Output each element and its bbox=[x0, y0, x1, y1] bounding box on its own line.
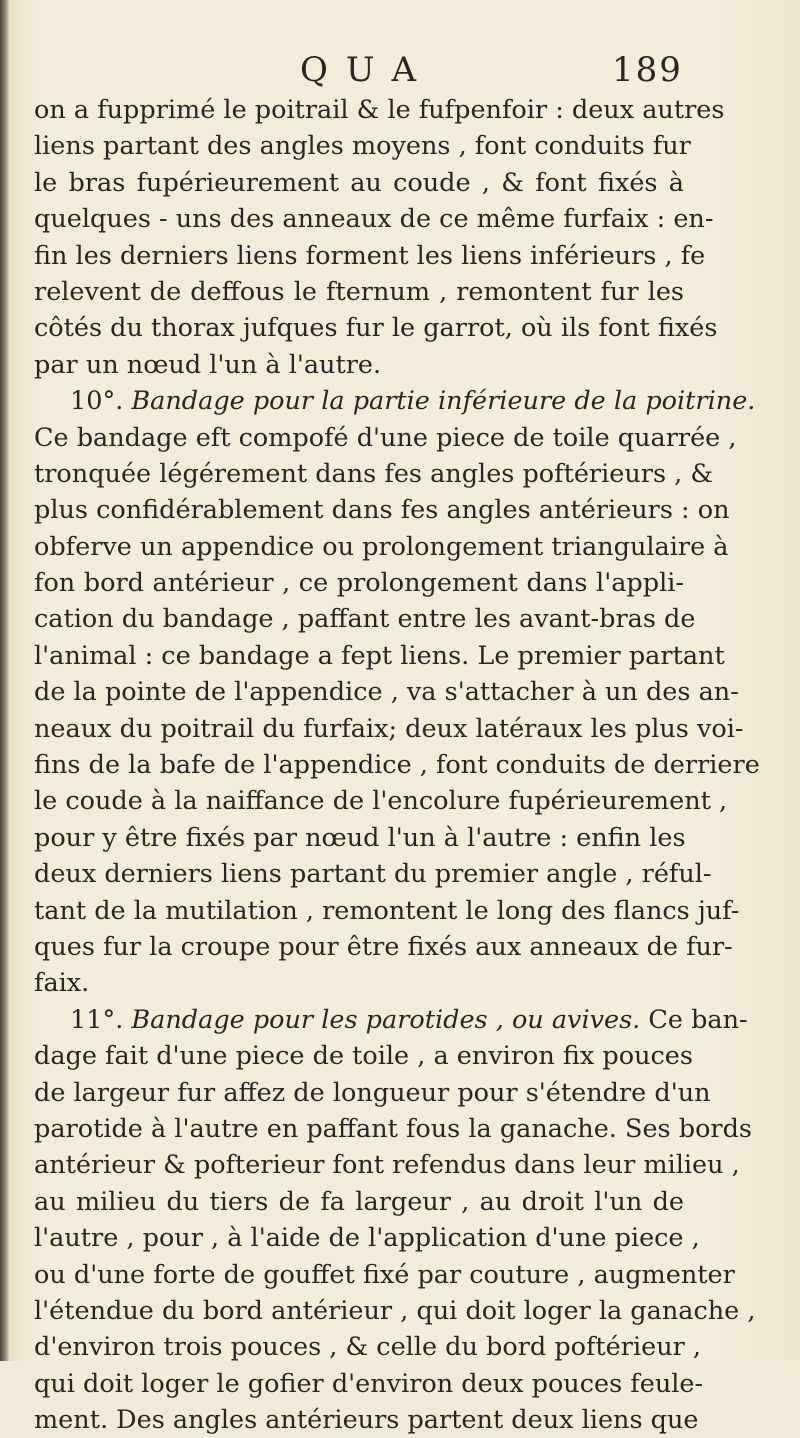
text-segment: d'environ trois pouces , & celle du bord poftérieur , bbox=[34, 1332, 702, 1363]
text-line bbox=[34, 1329, 702, 1365]
text-segment: plus confidérablement dans fes angles antérieurs : on bbox=[34, 495, 730, 526]
text-line bbox=[34, 711, 744, 747]
text-segment: fins de la bafe de l'appendice , font conduits de derriere bbox=[34, 750, 760, 781]
text-segment: antérieur & pofterieur font refendus dans leur milieu , bbox=[34, 1150, 740, 1181]
text-line bbox=[34, 965, 684, 1001]
page-number: 189 bbox=[612, 50, 683, 90]
text-line bbox=[34, 1184, 684, 1220]
text-line bbox=[34, 238, 706, 274]
running-head: QUA bbox=[300, 50, 435, 90]
text-segment: Ce bandage eft compofé d'une piece de toile quarrée , bbox=[34, 422, 737, 453]
text-line bbox=[34, 310, 718, 346]
body-text bbox=[34, 92, 760, 1438]
text-segment: dage fait d'une piece de toile , a environ fix pouces bbox=[34, 1041, 693, 1072]
page-header bbox=[0, 50, 800, 98]
text-line bbox=[34, 128, 691, 164]
text-segment: pour y être fixés par nœud l'un à l'autre : enfin les bbox=[34, 822, 686, 853]
page-gutter-shadow bbox=[0, 0, 9, 1361]
text-segment: parotide à l'autre en paffant fous la ganache. Ses bords bbox=[34, 1113, 753, 1144]
text-line bbox=[34, 1220, 700, 1256]
text-line bbox=[34, 820, 684, 856]
text-segment: ques fur la croupe pour être fixés aux anneaux de fur- bbox=[34, 931, 733, 962]
text-segment: quelques - uns des anneaux de ce même furfaix : en- bbox=[34, 204, 714, 235]
text-line bbox=[34, 456, 714, 492]
text-segment: ment. Des angles antérieurs partent deux liens que bbox=[34, 1405, 699, 1436]
text-line bbox=[34, 347, 684, 383]
text-segment: 10°. bbox=[70, 386, 132, 417]
text-line bbox=[34, 893, 740, 929]
text-line bbox=[34, 747, 760, 783]
text-line bbox=[34, 674, 739, 710]
text-line bbox=[34, 1075, 711, 1111]
text-segment: au milieu du tiers de fa largeur , au droit l'un de bbox=[34, 1186, 684, 1217]
text-line bbox=[34, 856, 712, 892]
text-segment: le bras fupérieurement au coude , & font fixés à bbox=[34, 167, 684, 198]
text-line bbox=[34, 565, 684, 601]
text-segment: l'étendue du bord antérieur , qui doit loger la ganache , bbox=[34, 1295, 756, 1326]
text-segment: de la pointe de l'appendice , va s'attacher à un des an- bbox=[34, 677, 739, 708]
text-segment: Ce ban- bbox=[640, 1004, 748, 1035]
text-line bbox=[34, 638, 725, 674]
text-segment: tronquée légérement dans fes angles poftérieurs , & bbox=[34, 458, 714, 489]
text-segment: deux derniers liens partant du premier angle , réful- bbox=[34, 859, 712, 890]
text-line bbox=[34, 529, 729, 565]
text-line bbox=[34, 165, 684, 201]
text-line bbox=[34, 601, 696, 637]
text-segment: par un nœud l'un à l'autre. bbox=[34, 349, 382, 380]
text-segment: on a fupprimé le poitrail & le fufpenfoir : deux autres bbox=[34, 95, 725, 125]
text-segment: neaux du poitrail du furfaix; deux latéraux les plus voi- bbox=[34, 713, 744, 744]
text-segment: tant de la mutilation , remontent le long des flancs juf- bbox=[34, 895, 740, 926]
text-line bbox=[34, 201, 714, 237]
text-line bbox=[34, 274, 684, 310]
text-line bbox=[34, 783, 728, 819]
text-line bbox=[34, 92, 725, 128]
text-line bbox=[34, 1402, 699, 1438]
text-line bbox=[34, 1002, 748, 1038]
text-segment: faix. bbox=[34, 968, 90, 999]
text-segment: le coude à la naiffance de l'encolure fupérieurement , bbox=[34, 786, 728, 817]
text-segment: fon bord antérieur , ce prolongement dans l'appli- bbox=[34, 568, 684, 599]
italic-heading: Bandage pour les parotides , ou avives. bbox=[131, 1004, 641, 1035]
text-segment: 11°. bbox=[70, 1004, 132, 1035]
text-segment: l'animal : ce bandage a fept liens. Le premier partant bbox=[34, 640, 725, 671]
text-segment: obferve un appendice ou prolongement triangulaire à bbox=[34, 531, 729, 562]
text-segment: liens partant des angles moyens , font conduits fur bbox=[34, 131, 691, 162]
text-segment: ou d'une forte de gouffet fixé par couture , augmenter bbox=[34, 1259, 735, 1290]
text-line bbox=[34, 1147, 740, 1183]
text-line bbox=[34, 929, 733, 965]
text-segment: relevent de deffous le fternum , remontent fur les bbox=[34, 276, 684, 307]
text-segment: fin les derniers liens forment les liens inférieurs , fe bbox=[34, 240, 706, 271]
text-line bbox=[34, 492, 730, 528]
text-line bbox=[34, 1111, 753, 1147]
text-segment: cation du bandage , paffant entre les avant-bras de bbox=[34, 604, 696, 635]
italic-heading: Bandage pour la partie inférieure de la poitrine. bbox=[131, 386, 756, 417]
text-line bbox=[34, 1293, 756, 1329]
text-line bbox=[34, 1366, 704, 1402]
text-segment: l'autre , pour , à l'aide de l'application d'une piece , bbox=[34, 1223, 700, 1254]
text-line bbox=[34, 1038, 693, 1074]
text-line bbox=[34, 383, 756, 419]
text-segment: qui doit loger le gofier d'environ deux pouces feule- bbox=[34, 1368, 704, 1399]
text-line bbox=[34, 1257, 735, 1293]
text-line bbox=[34, 420, 737, 456]
text-segment: côtés du thorax jufques fur le garrot, où ils font fixés bbox=[34, 313, 718, 344]
text-segment: de largeur fur affez de longueur pour s'étendre d'un bbox=[34, 1077, 711, 1108]
